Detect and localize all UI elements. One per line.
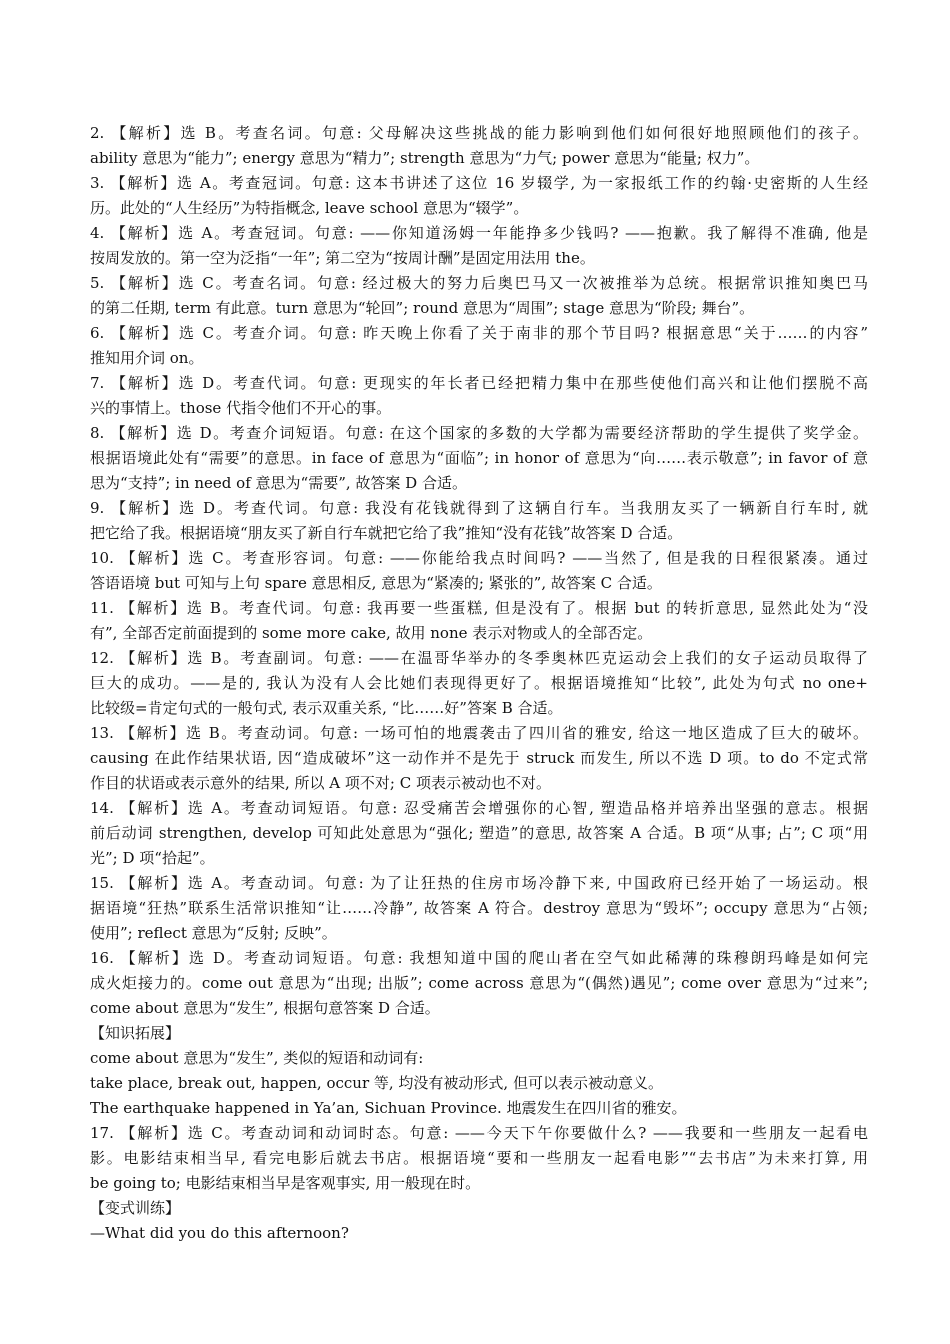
text-line: 巨大的成功。——是的, 我认为没有人会比她们表现得更好了。根据语境推知“比较”, 此处为句式 no one+	[90, 674, 868, 692]
text-line: 17. 【解析】选 C。考查动词和动词时态。句意: ——今天下午你要做什么? ——我要和一些朋友一起看电	[90, 1124, 868, 1142]
text-line: —What did you do this afternoon?	[90, 1224, 349, 1242]
text-line: 的第二任期, term 有此意。turn 意思为“轮回”; round 意思为“周围”; stage 意思为“阶段; 舞台”。	[90, 299, 755, 317]
text-line: 成火炬接力的。come out 意思为“出现; 出版”; come across 意思为“(偶然)遇见”; come over 意思为“过来”;	[90, 974, 868, 992]
text-line: 14. 【解析】选 A。考查动词短语。句意: 忍受痛苦会增强你的心智, 塑造品格并培养出坚强的意志。根据	[90, 799, 868, 817]
text-line: 11. 【解析】选 B。考查代词。句意: 我再要一些蛋糕, 但是没有了。根据 but 的转折意思, 显然此处为“没	[90, 599, 868, 617]
text-line: 2. 【解析】选 B。考查名词。句意: 父母解决这些挑战的能力影响到他们如何很好地照顾他们的孩子。	[90, 124, 868, 142]
section-heading: 【知识拓展】	[90, 1024, 181, 1042]
text-line: 7. 【解析】选 D。考查代词。句意: 更现实的年长者已经把精力集中在那些使他们高兴和让他们摆脱不高	[90, 374, 868, 392]
text-line: 历。此处的“人生经历”为特指概念, leave school 意思为“辍学”。	[90, 199, 529, 217]
text-line: 把它给了我。根据语境“朋友买了新自行车就把它给了我”推知“没有花钱”故答案 D 合适。	[90, 524, 683, 542]
text-line: causing 在此作结果状语, 因“造成破坏”这一动作并不是先于 struck 而发生, 所以不选 D 项。to do 不定式常	[90, 749, 868, 767]
text-line: take place, break out, happen, occur 等, 均没有被动形式, 但可以表示被动意义。	[90, 1074, 663, 1092]
section-heading: 【变式训练】	[90, 1199, 181, 1217]
text-line: come about 意思为“发生”, 类似的短语和动词有:	[90, 1049, 424, 1067]
answer-explanations-page	[90, 121, 868, 1246]
text-line: 3. 【解析】选 A。考查冠词。句意: 这本书讲述了这位 16 岁辍学, 为一家报纸工作的约翰·史密斯的人生经	[90, 174, 868, 192]
text-line: 光”; D 项“拾起”。	[90, 849, 215, 867]
text-line: 答语语境 but 可知与上句 spare 意思相反, 意思为“紧凑的; 紧张的”, 故答案 C 合适。	[90, 574, 662, 592]
text-line: 推知用介词 on。	[90, 349, 204, 367]
text-line: 15. 【解析】选 A。考查动词。句意: 为了让狂热的住房市场冷静下来, 中国政府已经开始了一场运动。根	[90, 874, 868, 892]
text-line: 比较级=肯定句式的一般句式, 表示双重关系, “比……好”答案 B 合适。	[90, 699, 563, 717]
text-line: 影。电影结束相当早, 看完电影后就去书店。根据语境“要和一些朋友一起看电影”“去书店”为未来打算, 用	[90, 1149, 868, 1167]
text-line: 4. 【解析】选 A。考查冠词。句意: ——你知道汤姆一年能挣多少钱吗? ——抱歉。我了解得不准确, 他是	[90, 224, 868, 242]
text-line: 据语境“狂热”联系生活常识推知“让……冷静”, 故答案 A 符合。destroy 意思为“毁坏”; occupy 意思为“占领;	[90, 899, 868, 917]
text-line: 使用”; reflect 意思为“反射; 反映”。	[90, 924, 337, 942]
text-line: come about 意思为“发生”, 根据句意答案 D 合适。	[90, 999, 440, 1017]
text-line: 10. 【解析】选 C。考查形容词。句意: ——你能给我点时间吗? ——当然了, 但是我的日程很紧凑。通过	[90, 549, 868, 567]
text-line: 16. 【解析】选 D。考查动词短语。句意: 我想知道中国的爬山者在空气如此稀薄的珠穆朗玛峰是如何完	[90, 949, 868, 967]
text-line: 前后动词 strengthen, develop 可知此处意思为“强化; 塑造”的意思, 故答案 A 合适。B 项“从事; 占”; C 项“用	[90, 824, 868, 842]
text-line: 8. 【解析】选 D。考查介词短语。句意: 在这个国家的多数的大学都为需要经济帮助的学生提供了奖学金。	[90, 424, 868, 442]
text-line: 有”, 全部否定前面提到的 some more cake, 故用 none 表示对物或人的全部否定。	[90, 624, 653, 642]
text-line: 兴的事情上。those 代指令他们不开心的事。	[90, 399, 392, 417]
text-line: 根据语境此处有“需要”的意思。in face of 意思为“面临”; in honor of 意思为“向……表示敬意”; in favor of 意	[90, 449, 868, 467]
text-line: be going to; 电影结束相当早是客观事实, 用一般现在时。	[90, 1174, 481, 1192]
text-line: ability 意思为“能力”; energy 意思为“精力”; strength 意思为“力气; power 意思为“能量; 权力”。	[90, 149, 760, 167]
text-line: 6. 【解析】选 C。考查介词。句意: 昨天晚上你看了关于南非的那个节目吗? 根据意思“关于……的内容”	[90, 324, 868, 342]
text-line: The earthquake happened in Ya’an, Sichuan Province. 地震发生在四川省的雅安。	[90, 1099, 687, 1117]
text-line: 12. 【解析】选 B。考查副词。句意: ——在温哥华举办的冬季奥林匹克运动会上我们的女子运动员取得了	[90, 649, 868, 667]
text-line: 思为“支持”; in need of 意思为“需要”, 故答案 D 合适。	[90, 474, 467, 492]
text-line: 作目的状语或表示意外的结果, 所以 A 项不对; C 项表示被动也不对。	[90, 774, 551, 792]
text-line: 13. 【解析】选 B。考查动词。句意: 一场可怕的地震袭击了四川省的雅安, 给这一地区造成了巨大的破坏。	[90, 724, 868, 742]
text-line: 按周发放的。第一空为泛指“一年”; 第二空为“按周计酬”是固定用法用 the。	[90, 249, 595, 267]
text-line: 5. 【解析】选 C。考查名词。句意: 经过极大的努力后奥巴马又一次被推举为总统。根据常识推知奥巴马	[90, 274, 868, 292]
text-line: 9. 【解析】选 D。考查代词。句意: 我没有花钱就得到了这辆自行车。当我朋友买了一辆新自行车时, 就	[90, 499, 868, 517]
